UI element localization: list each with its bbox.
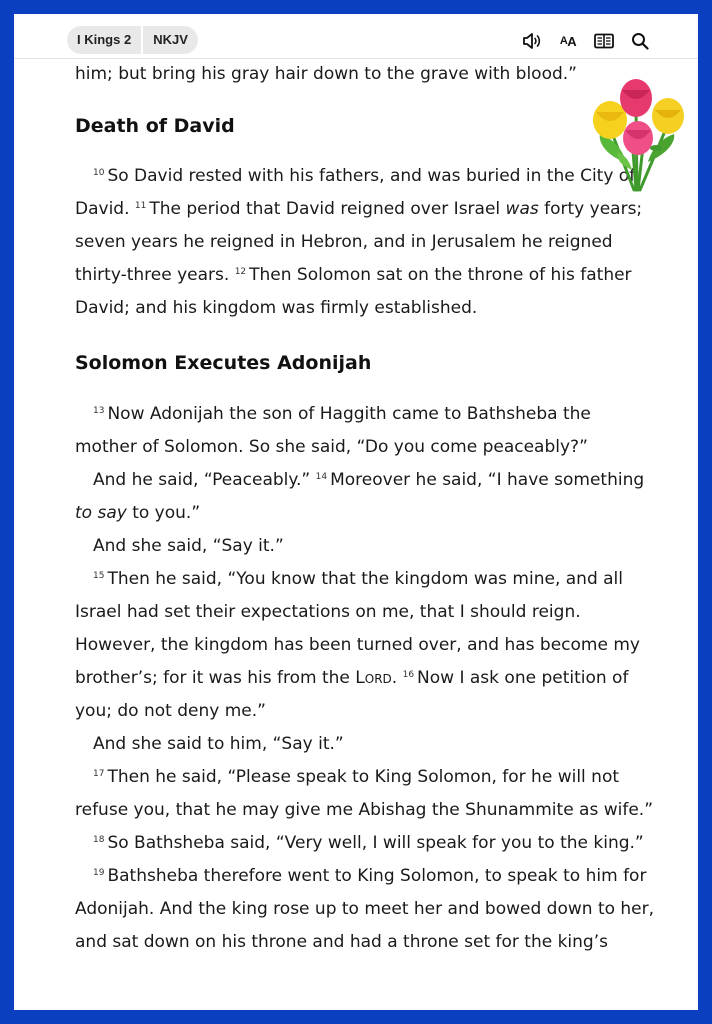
verse-number[interactable]: 15: [93, 571, 105, 581]
bouquet-icon: [580, 68, 692, 192]
section-heading: Solomon Executes Adonijah: [75, 352, 372, 374]
book-icon[interactable]: [586, 30, 622, 52]
scripture-text: [75, 58, 655, 959]
verse-paragraph: $^{19}$ Bathsheba therefore went to King Solomon, to speak to him for Adonijah. And the king rose up to meet her and bowed down to her, and sat down on his throne and had a throne set for the king’s: [75, 866, 655, 952]
verse-paragraph: $^{15}$ Then he said, “You know that the kingdom was mine, and all Israel had set their expectations on me, that I should reign. However, the kingdom has been turned over, and has become my brother’s; for it was his from the Lord. $^{16}$ Now I ask one petition of you; do not deny me.”: [75, 569, 640, 721]
book-chapter-button[interactable]: I Kings 2: [77, 32, 132, 47]
speaker-icon[interactable]: [514, 30, 550, 52]
reference-selector: [67, 26, 198, 54]
font-size-icon[interactable]: A A: [559, 33, 577, 49]
search-icon[interactable]: [622, 30, 658, 52]
verse-paragraph: $^{13}$ Now Adonijah the son of Haggith came to Bathsheba the mother of Solomon. So she said, “Do you come peaceably?”: [75, 404, 591, 457]
translation-button[interactable]: NKJV: [153, 32, 188, 47]
verse-paragraph: $^{17}$ Then he said, “Please speak to King Solomon, for he will not refuse you, that he may give me Abishag the Shunammite as wife.”: [75, 767, 654, 820]
app-frame: [14, 14, 698, 1010]
verse-paragraph: And she said to him, “Say it.”: [93, 734, 344, 754]
verse-paragraph: $^{10}$ So David rested with his fathers, and was buried in the City of David. $^{11}$ The period that David reigned over Israel was forty years; seven years he reigned in Hebron, and in Jerusalem he reigned thirty-three years. $^{12}$ Then Solomon sat on the throne of his father David; and his kingdom was firmly established.: [75, 166, 643, 318]
verse-number[interactable]: 11: [134, 201, 147, 211]
verse-number[interactable]: 13: [93, 406, 105, 416]
verse-paragraph: And she said, “Say it.”: [93, 536, 284, 556]
verse-number[interactable]: 18: [93, 835, 105, 845]
verse-number[interactable]: 19: [93, 868, 105, 878]
intro-text: him; but bring his gray hair down to the grave with blood.”: [75, 64, 577, 84]
verse-number[interactable]: 12: [234, 267, 247, 277]
verse-number[interactable]: 16: [402, 670, 415, 680]
verse-number[interactable]: 17: [93, 769, 105, 779]
section-heading: Death of David: [75, 115, 235, 137]
top-bar: [14, 14, 698, 59]
verse-number[interactable]: 10: [93, 168, 105, 178]
verse-number[interactable]: 14: [315, 472, 328, 482]
verse-paragraph: $^{18}$ So Bathsheba said, “Very well, I will speak for you to the king.”: [93, 833, 644, 853]
verse-paragraph: And he said, “Peaceably.” $^{14}$ Moreover he said, “I have something to say to you.”: [75, 470, 645, 523]
toolbar: [514, 30, 658, 52]
